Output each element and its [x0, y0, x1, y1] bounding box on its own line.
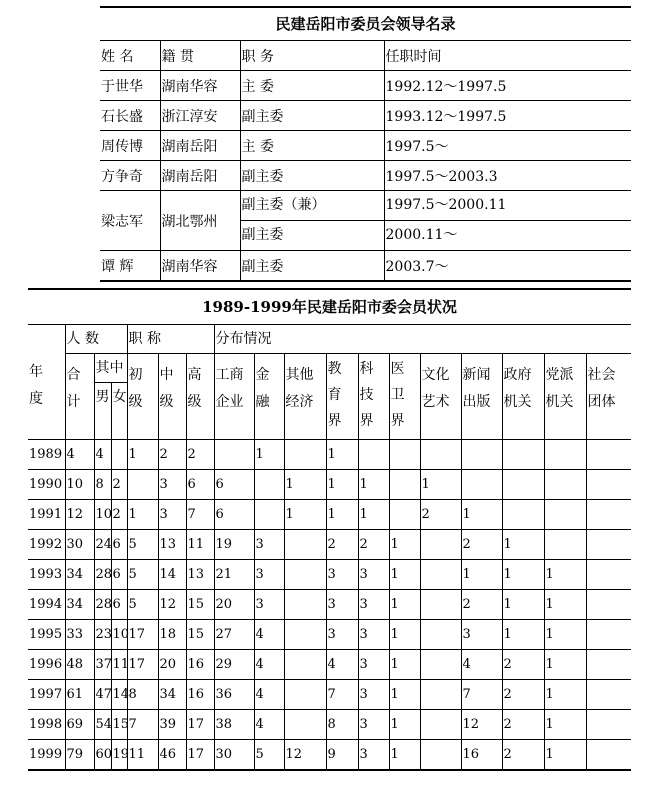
leader-name: 石长盛 — [100, 101, 160, 131]
cell-party: 1 — [544, 650, 586, 680]
cell-education: 1 — [326, 470, 358, 500]
cell-finance: 5 — [254, 740, 284, 771]
cell-junior: 5 — [127, 590, 158, 620]
cell-industry: 29 — [214, 650, 254, 680]
cell-science: 3 — [358, 590, 389, 620]
cell-government — [502, 500, 544, 530]
cell-science: 3 — [358, 740, 389, 771]
cell-industry: 27 — [214, 620, 254, 650]
leader-term: 1992.12～1997.5 — [384, 71, 631, 101]
cell-other-econ — [284, 560, 326, 590]
cell-education: 3 — [326, 560, 358, 590]
cell-industry: 21 — [214, 560, 254, 590]
members-table-title: 1989-1999年民建岳阳市委会员状况 — [28, 288, 631, 325]
table-row — [28, 440, 631, 470]
leader-origin: 浙江淳安 — [160, 101, 240, 131]
cell-total: 61 — [65, 680, 94, 710]
cell-total: 10 — [65, 470, 94, 500]
table-row — [28, 500, 631, 530]
header-education: 教 育 界 — [326, 354, 358, 440]
cell-junior: 7 — [127, 710, 158, 740]
cell-culture — [420, 710, 461, 740]
cell-female — [111, 440, 127, 470]
cell-male: 8 — [94, 470, 111, 500]
header-culture: 文化 艺术 — [420, 354, 461, 440]
header-social: 社会 团体 — [586, 354, 631, 440]
cell-female: 14 — [111, 680, 127, 710]
leader-position: 主 委 — [240, 71, 384, 101]
cell-other-econ — [284, 590, 326, 620]
cell-junior — [127, 470, 158, 500]
cell-social — [586, 740, 631, 771]
cell-medical: 1 — [389, 530, 420, 560]
leader-term-dual — [384, 191, 631, 251]
leader-term: 2003.7～ — [384, 251, 631, 282]
cell-senior: 7 — [186, 500, 214, 530]
cell-industry: 19 — [214, 530, 254, 560]
cell-party: 1 — [544, 590, 586, 620]
cell-education: 1 — [326, 500, 358, 530]
cell-senior: 16 — [186, 650, 214, 680]
table-row — [28, 620, 631, 650]
leader-position: 主 委 — [240, 131, 384, 161]
cell-middle: 14 — [158, 560, 186, 590]
cell-male: 28 — [94, 560, 111, 590]
cell-middle: 34 — [158, 680, 186, 710]
cell-middle: 2 — [158, 440, 186, 470]
leader-term: 1997.5～2000.11 — [385, 191, 632, 221]
cell-senior: 2 — [186, 440, 214, 470]
cell-government: 2 — [502, 680, 544, 710]
cell-government: 1 — [502, 530, 544, 560]
cell-other-econ — [284, 530, 326, 560]
cell-male: 47 — [94, 680, 111, 710]
cell-senior: 15 — [186, 590, 214, 620]
header-female: 女 — [111, 383, 127, 440]
leader-position: 副主委 — [240, 101, 384, 131]
leader-name: 方争奇 — [100, 161, 160, 191]
cell-male: 24 — [94, 530, 111, 560]
table-row — [28, 560, 631, 590]
cell-education: 8 — [326, 710, 358, 740]
cell-culture — [420, 590, 461, 620]
leader-origin: 湖北鄂州 — [160, 191, 240, 251]
cell-science — [358, 440, 389, 470]
cell-education: 1 — [326, 440, 358, 470]
cell-government: 2 — [502, 740, 544, 771]
header-origin: 籍 贯 — [160, 41, 240, 71]
cell-middle: 18 — [158, 620, 186, 650]
cell-science: 3 — [358, 560, 389, 590]
header-press: 新闻 出版 — [461, 354, 502, 440]
cell-female: 6 — [111, 530, 127, 560]
cell-finance — [254, 500, 284, 530]
cell-government: 2 — [502, 710, 544, 740]
cell-press: 1 — [461, 560, 502, 590]
cell-science: 3 — [358, 620, 389, 650]
cell-government: 2 — [502, 650, 544, 680]
cell-press: 1 — [461, 500, 502, 530]
cell-finance: 3 — [254, 590, 284, 620]
cell-junior: 5 — [127, 530, 158, 560]
cell-social — [586, 500, 631, 530]
header-government: 政府 机关 — [502, 354, 544, 440]
cell-other-econ: 12 — [284, 740, 326, 771]
cell-science: 2 — [358, 530, 389, 560]
cell-medical: 1 — [389, 560, 420, 590]
cell-government — [502, 470, 544, 500]
leaders-table-section — [100, 6, 631, 282]
leader-position: 副主委（兼） — [241, 191, 384, 221]
cell-female: 19 — [111, 740, 127, 771]
leader-name: 梁志军 — [100, 191, 160, 251]
table-row — [100, 131, 631, 161]
cell-education: 7 — [326, 680, 358, 710]
header-total: 合 计 — [65, 354, 94, 440]
table-row — [28, 740, 631, 771]
leader-name: 谭 辉 — [100, 251, 160, 282]
cell-senior: 11 — [186, 530, 214, 560]
cell-party: 1 — [544, 740, 586, 771]
cell-total: 30 — [65, 530, 94, 560]
leader-position: 副主委 — [240, 251, 384, 282]
cell-senior: 17 — [186, 740, 214, 771]
cell-social — [586, 470, 631, 500]
leader-position: 副主委 — [240, 161, 384, 191]
cell-education: 2 — [326, 530, 358, 560]
header-middle: 中 级 — [158, 354, 186, 440]
cell-culture — [420, 560, 461, 590]
cell-middle: 3 — [158, 500, 186, 530]
cell-press: 2 — [461, 590, 502, 620]
cell-year: 1991 — [28, 500, 65, 530]
cell-female: 2 — [111, 500, 127, 530]
cell-total: 33 — [65, 620, 94, 650]
cell-industry: 30 — [214, 740, 254, 771]
cell-total: 34 — [65, 560, 94, 590]
cell-government: 1 — [502, 590, 544, 620]
header-distribution: 分布情况 — [214, 325, 631, 354]
cell-medical: 1 — [389, 680, 420, 710]
leader-position: 副主委 — [241, 227, 284, 243]
cell-science: 1 — [358, 500, 389, 530]
cell-education: 3 — [326, 620, 358, 650]
header-medical: 医 卫 界 — [389, 354, 420, 440]
cell-finance: 4 — [254, 680, 284, 710]
cell-party — [544, 470, 586, 500]
cell-medical: 1 — [389, 590, 420, 620]
cell-total: 12 — [65, 500, 94, 530]
cell-press: 12 — [461, 710, 502, 740]
cell-year: 1999 — [28, 740, 65, 771]
cell-culture — [420, 530, 461, 560]
cell-medical — [389, 500, 420, 530]
cell-industry: 20 — [214, 590, 254, 620]
cell-year: 1997 — [28, 680, 65, 710]
cell-culture — [420, 740, 461, 771]
cell-middle: 13 — [158, 530, 186, 560]
table-row — [28, 680, 631, 710]
cell-female: 10 — [111, 620, 127, 650]
cell-education: 4 — [326, 650, 358, 680]
cell-social — [586, 710, 631, 740]
leader-term: 2000.11～ — [385, 227, 458, 243]
leader-origin: 湖南岳阳 — [160, 131, 240, 161]
cell-total: 34 — [65, 590, 94, 620]
header-position: 职 务 — [240, 41, 384, 71]
cell-junior: 1 — [127, 500, 158, 530]
cell-science: 3 — [358, 680, 389, 710]
cell-culture: 2 — [420, 500, 461, 530]
members-table — [28, 325, 631, 771]
cell-female: 2 — [111, 470, 127, 500]
cell-culture: 1 — [420, 470, 461, 500]
cell-total: 69 — [65, 710, 94, 740]
header-term: 任职时间 — [384, 41, 631, 71]
leader-origin: 湖南华容 — [160, 251, 240, 282]
cell-female: 15 — [111, 710, 127, 740]
table-row — [28, 470, 631, 500]
cell-junior: 17 — [127, 650, 158, 680]
cell-middle: 20 — [158, 650, 186, 680]
cell-government: 1 — [502, 560, 544, 590]
header-name: 姓 名 — [100, 41, 160, 71]
header-senior: 高 级 — [186, 354, 214, 440]
cell-science: 3 — [358, 650, 389, 680]
header-finance: 金 融 — [254, 354, 284, 440]
header-party: 党派 机关 — [544, 354, 586, 440]
leaders-header-row — [100, 41, 631, 71]
cell-total: 48 — [65, 650, 94, 680]
members-header-row-2 — [28, 354, 631, 383]
cell-industry — [214, 440, 254, 470]
header-titles: 职 称 — [127, 325, 214, 354]
cell-other-econ — [284, 650, 326, 680]
cell-male: 28 — [94, 590, 111, 620]
cell-year: 1995 — [28, 620, 65, 650]
cell-senior: 16 — [186, 680, 214, 710]
members-table-body — [28, 440, 631, 771]
table-row — [100, 101, 631, 131]
cell-finance: 3 — [254, 560, 284, 590]
header-junior: 初 级 — [127, 354, 158, 440]
cell-finance: 1 — [254, 440, 284, 470]
header-science: 科 技 界 — [358, 354, 389, 440]
cell-male: 54 — [94, 710, 111, 740]
cell-press: 3 — [461, 620, 502, 650]
cell-press: 2 — [461, 530, 502, 560]
cell-party: 1 — [544, 710, 586, 740]
cell-social — [586, 530, 631, 560]
cell-year: 1996 — [28, 650, 65, 680]
cell-male: 23 — [94, 620, 111, 650]
header-male: 男 — [94, 383, 111, 440]
cell-middle: 39 — [158, 710, 186, 740]
cell-medical: 1 — [389, 650, 420, 680]
cell-finance: 4 — [254, 650, 284, 680]
cell-year: 1993 — [28, 560, 65, 590]
cell-industry: 36 — [214, 680, 254, 710]
header-of-which: 其中 — [94, 354, 127, 383]
cell-junior: 8 — [127, 680, 158, 710]
cell-culture — [420, 680, 461, 710]
cell-social — [586, 440, 631, 470]
cell-total: 79 — [65, 740, 94, 771]
cell-culture — [420, 620, 461, 650]
leader-term: 1997.5～ — [384, 131, 631, 161]
cell-middle: 3 — [158, 470, 186, 500]
leader-origin: 湖南岳阳 — [160, 161, 240, 191]
cell-senior: 13 — [186, 560, 214, 590]
cell-party: 1 — [544, 620, 586, 650]
cell-press: 4 — [461, 650, 502, 680]
cell-year: 1994 — [28, 590, 65, 620]
cell-party — [544, 440, 586, 470]
table-row — [28, 530, 631, 560]
cell-female: 11 — [111, 650, 127, 680]
cell-social — [586, 680, 631, 710]
header-year: 年 度 — [28, 325, 65, 440]
cell-total: 4 — [65, 440, 94, 470]
table-row — [100, 191, 631, 251]
cell-science: 1 — [358, 470, 389, 500]
cell-finance: 4 — [254, 710, 284, 740]
header-other-econ: 其他 经济 — [284, 354, 326, 440]
cell-social — [586, 650, 631, 680]
cell-science: 3 — [358, 710, 389, 740]
table-row — [28, 710, 631, 740]
cell-industry: 6 — [214, 470, 254, 500]
table-row — [100, 161, 631, 191]
leader-origin: 湖南华容 — [160, 71, 240, 101]
cell-government: 1 — [502, 620, 544, 650]
cell-junior: 17 — [127, 620, 158, 650]
cell-year: 1998 — [28, 710, 65, 740]
leader-term: 1993.12～1997.5 — [384, 101, 631, 131]
leader-name: 周传博 — [100, 131, 160, 161]
members-header-row-1 — [28, 325, 631, 354]
cell-social — [586, 560, 631, 590]
cell-medical: 1 — [389, 740, 420, 771]
cell-male: 10 — [94, 500, 111, 530]
cell-senior: 6 — [186, 470, 214, 500]
leader-term: 1997.5～2003.3 — [384, 161, 631, 191]
cell-junior: 5 — [127, 560, 158, 590]
cell-industry: 38 — [214, 710, 254, 740]
cell-party: 1 — [544, 680, 586, 710]
cell-other-econ — [284, 620, 326, 650]
cell-finance — [254, 470, 284, 500]
cell-male: 37 — [94, 650, 111, 680]
cell-finance: 3 — [254, 530, 284, 560]
header-industry: 工商 企业 — [214, 354, 254, 440]
cell-other-econ: 1 — [284, 500, 326, 530]
cell-press — [461, 440, 502, 470]
cell-press: 7 — [461, 680, 502, 710]
table-row — [100, 71, 631, 101]
cell-year: 1990 — [28, 470, 65, 500]
table-row — [100, 251, 631, 282]
leader-position-dual — [240, 191, 384, 251]
cell-junior: 1 — [127, 440, 158, 470]
table-row — [28, 650, 631, 680]
cell-male: 60 — [94, 740, 111, 771]
cell-middle: 46 — [158, 740, 186, 771]
cell-other-econ: 1 — [284, 470, 326, 500]
cell-medical — [389, 470, 420, 500]
cell-other-econ — [284, 710, 326, 740]
cell-junior: 11 — [127, 740, 158, 771]
cell-other-econ — [284, 680, 326, 710]
cell-social — [586, 620, 631, 650]
header-people: 人 数 — [65, 325, 127, 354]
cell-party — [544, 530, 586, 560]
leaders-table-title: 民建岳阳市委员会领导名录 — [100, 6, 631, 41]
cell-medical: 1 — [389, 710, 420, 740]
cell-press — [461, 470, 502, 500]
cell-education: 9 — [326, 740, 358, 771]
cell-culture — [420, 650, 461, 680]
cell-other-econ — [284, 440, 326, 470]
cell-year: 1992 — [28, 530, 65, 560]
cell-year: 1989 — [28, 440, 65, 470]
cell-finance: 4 — [254, 620, 284, 650]
cell-male: 4 — [94, 440, 111, 470]
cell-middle: 12 — [158, 590, 186, 620]
cell-culture — [420, 440, 461, 470]
leader-name: 于世华 — [100, 71, 160, 101]
cell-medical — [389, 440, 420, 470]
members-table-section — [28, 288, 631, 771]
cell-party — [544, 500, 586, 530]
cell-female: 6 — [111, 590, 127, 620]
cell-party: 1 — [544, 560, 586, 590]
leaders-table — [100, 41, 631, 282]
cell-senior: 15 — [186, 620, 214, 650]
cell-senior: 17 — [186, 710, 214, 740]
cell-female: 6 — [111, 560, 127, 590]
cell-press: 16 — [461, 740, 502, 771]
cell-social — [586, 590, 631, 620]
cell-education: 3 — [326, 590, 358, 620]
cell-medical: 1 — [389, 620, 420, 650]
cell-industry: 6 — [214, 500, 254, 530]
table-row — [28, 590, 631, 620]
cell-government — [502, 440, 544, 470]
